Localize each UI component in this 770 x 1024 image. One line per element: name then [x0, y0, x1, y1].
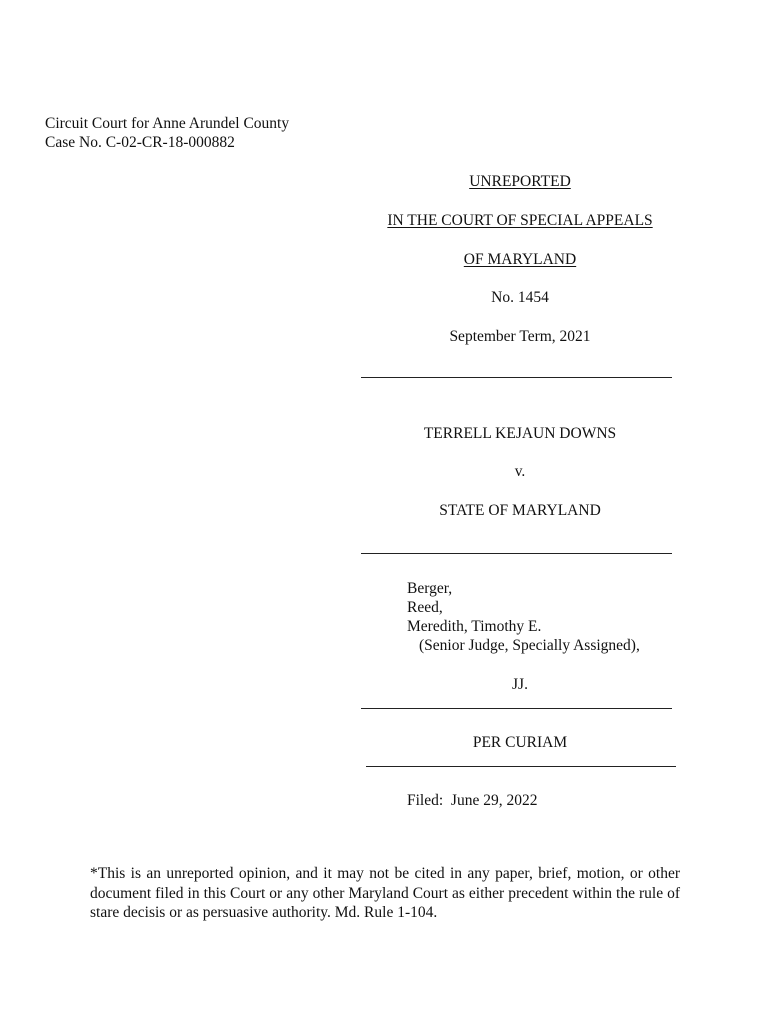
judge-name: Reed,: [407, 599, 443, 616]
judge-name: Meredith, Timothy E.: [407, 618, 542, 635]
separator-rule-1: [361, 377, 672, 378]
court-name-line-2: OF MARYLAND: [463, 251, 577, 268]
filed-date: Filed: June 29, 2022: [407, 792, 538, 809]
circuit-court-line: Circuit Court for Anne Arundel County: [45, 115, 290, 132]
unreported-heading: UNREPORTED: [469, 173, 571, 190]
judge-name: Berger,: [407, 580, 453, 597]
justices-suffix: JJ.: [512, 676, 528, 693]
versus-label: v.: [514, 463, 526, 480]
separator-rule-4: [366, 766, 676, 767]
appeal-number: No. 1454: [491, 289, 549, 306]
unreported-opinion-footnote: *This is an unreported opinion, and it may not be cited in any paper, brief, motion, or other document filed in this Court or any other Maryland Court as either precedent within the rule of stare decisis or as persuasive authority. Md. Rule 1-104.: [90, 865, 680, 921]
per-curiam-label: PER CURIAM: [472, 734, 568, 751]
judge-assignment-note: (Senior Judge, Specially Assigned),: [419, 637, 640, 654]
court-name-line-1: IN THE COURT OF SPECIAL APPEALS: [387, 212, 653, 229]
appellant-name: TERRELL KEJAUN DOWNS: [423, 425, 617, 442]
separator-rule-2: [361, 553, 672, 554]
appellee-name: STATE OF MARYLAND: [439, 502, 601, 519]
term-line: September Term, 2021: [449, 328, 591, 345]
separator-rule-3: [361, 708, 672, 709]
case-number-line: Case No. C-02-CR-18-000882: [45, 134, 235, 151]
